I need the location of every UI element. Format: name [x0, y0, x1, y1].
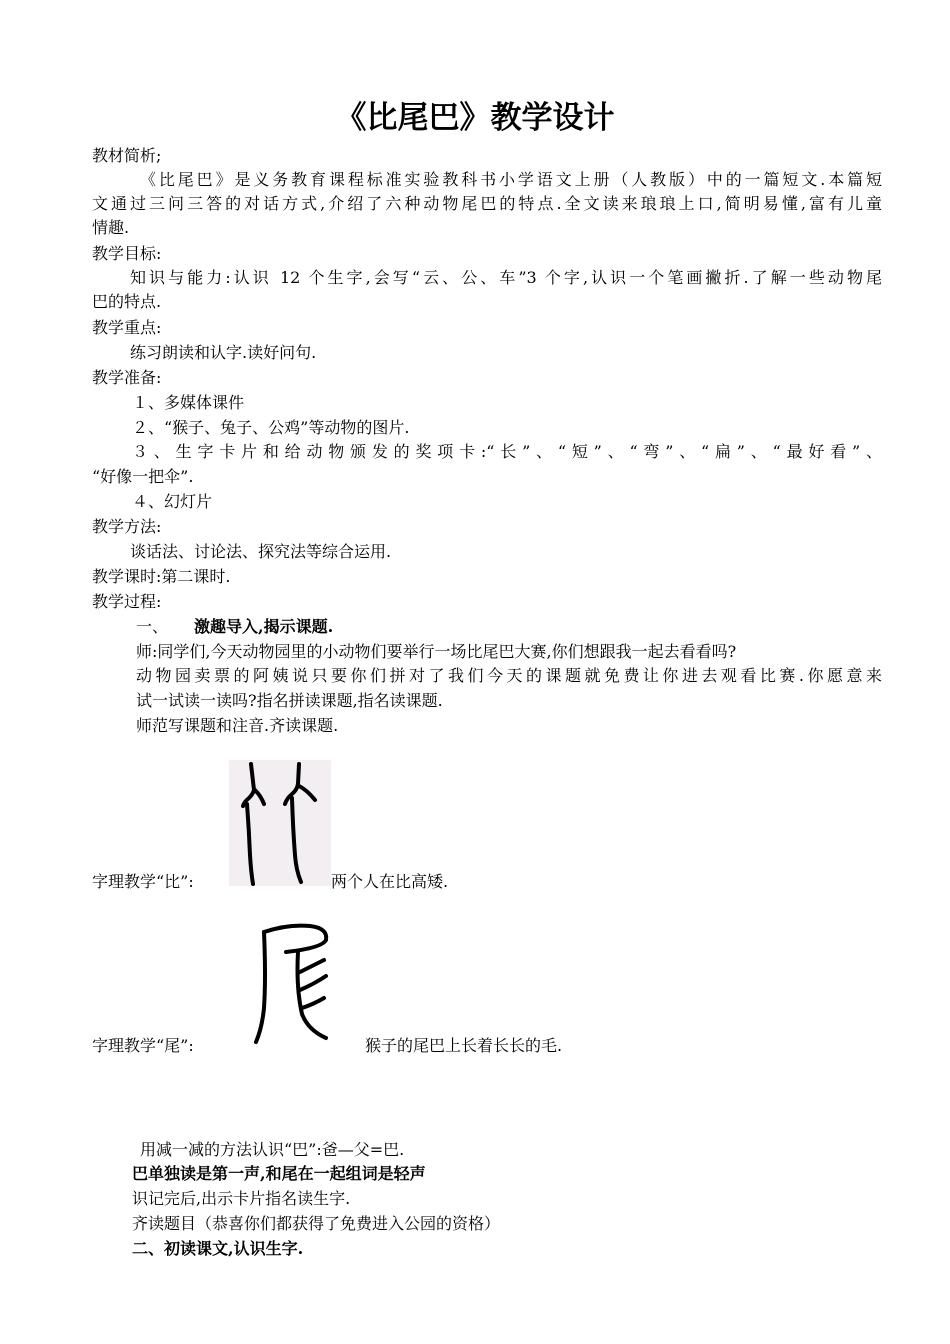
char-bi-prefix: 字理教学“比”:: [92, 872, 194, 891]
analysis-paragraph-line: 《比尾巴》是义务教育课程标准实验教科书小学语文上册（人教版）中的一篇短文.本篇短: [140, 170, 882, 189]
prep-item: ４、幻灯片: [132, 492, 213, 511]
prep-item: ２、“猴子、兔子、公鸡”等动物的图片.: [132, 418, 410, 437]
prep-item: ３、生字卡片和给动物颁发的奖项卡:“长”、“短”、“弯”、“扁”、“最好看”、: [132, 442, 882, 461]
char-wei-suffix: 猴子的尾巴上长着长长的毛.: [365, 1036, 563, 1055]
focus-label: 教学重点:: [92, 318, 162, 337]
step1-line: 师:同学们,今天动物园里的小动物们要举行一场比尾巴大赛,你们想跟我一起去看看吗?: [136, 642, 737, 661]
method-label: 教学方法:: [92, 517, 162, 536]
method-line: 谈话法、讨论法、探究法等综合运用.: [130, 542, 392, 561]
prep-item-continuation: “好像一把伞”.: [92, 467, 194, 486]
recog-line: 识记完后,出示卡片指名读生字.: [132, 1189, 351, 1208]
step1-number: 一、: [136, 617, 169, 636]
page-title: 《比尾巴》教学设计: [335, 100, 615, 136]
ancient-script-bi-icon: [229, 760, 331, 886]
goals-paragraph-line: 知识与能力:认识 12 个生字,会写“云、公、车”3 个字,认识一个笔画撇折.了解一些动物尾: [130, 268, 882, 287]
process-label: 教学过程:: [92, 592, 162, 611]
prep-item: １、多媒体课件: [132, 393, 245, 412]
analysis-paragraph-line: 文通过三问三答的对话方式,介绍了六种动物尾巴的特点.全文读来琅琅上口,简明易懂,富有儿童: [92, 194, 882, 213]
ancient-script-wei-icon: [246, 918, 338, 1048]
char-wei-prefix: 字理教学“尾”:: [92, 1036, 194, 1055]
step1-line: 试一试读一读吗?指名拼读课题,指名读课题.: [136, 691, 443, 710]
step1-line: 师范写课题和注音.齐读课题.: [136, 716, 339, 735]
prep-label: 教学准备:: [92, 368, 162, 387]
step1-line: 动物园卖票的阿姨说只要你们拼对了我们今天的课题就免费让你进去观看比赛.你愿意来: [136, 666, 882, 685]
step1-title: 激趣导入,揭示课题.: [194, 617, 334, 636]
hours-line: 教学课时:第二课时.: [92, 567, 231, 586]
goals-label: 教学目标:: [92, 244, 162, 263]
focus-line: 练习朗读和认字.读好问句.: [130, 343, 317, 362]
step2-title: 二、初读课文,认识生字.: [132, 1239, 304, 1258]
goals-paragraph-line: 巴的特点.: [92, 292, 162, 311]
ba-line: 用减一减的方法认识“巴”:爸—父=巴.: [140, 1140, 405, 1159]
analysis-label: 教材简析;: [92, 146, 162, 165]
ba-bold-note: 巴单独读是第一声,和尾在一起组词是轻声: [132, 1164, 426, 1183]
analysis-paragraph-line: 情趣.: [92, 218, 130, 237]
read-line: 齐读题目（恭喜你们都获得了免费进入公园的资格）: [132, 1214, 501, 1233]
char-bi-suffix: 两个人在比高矮.: [331, 872, 449, 891]
